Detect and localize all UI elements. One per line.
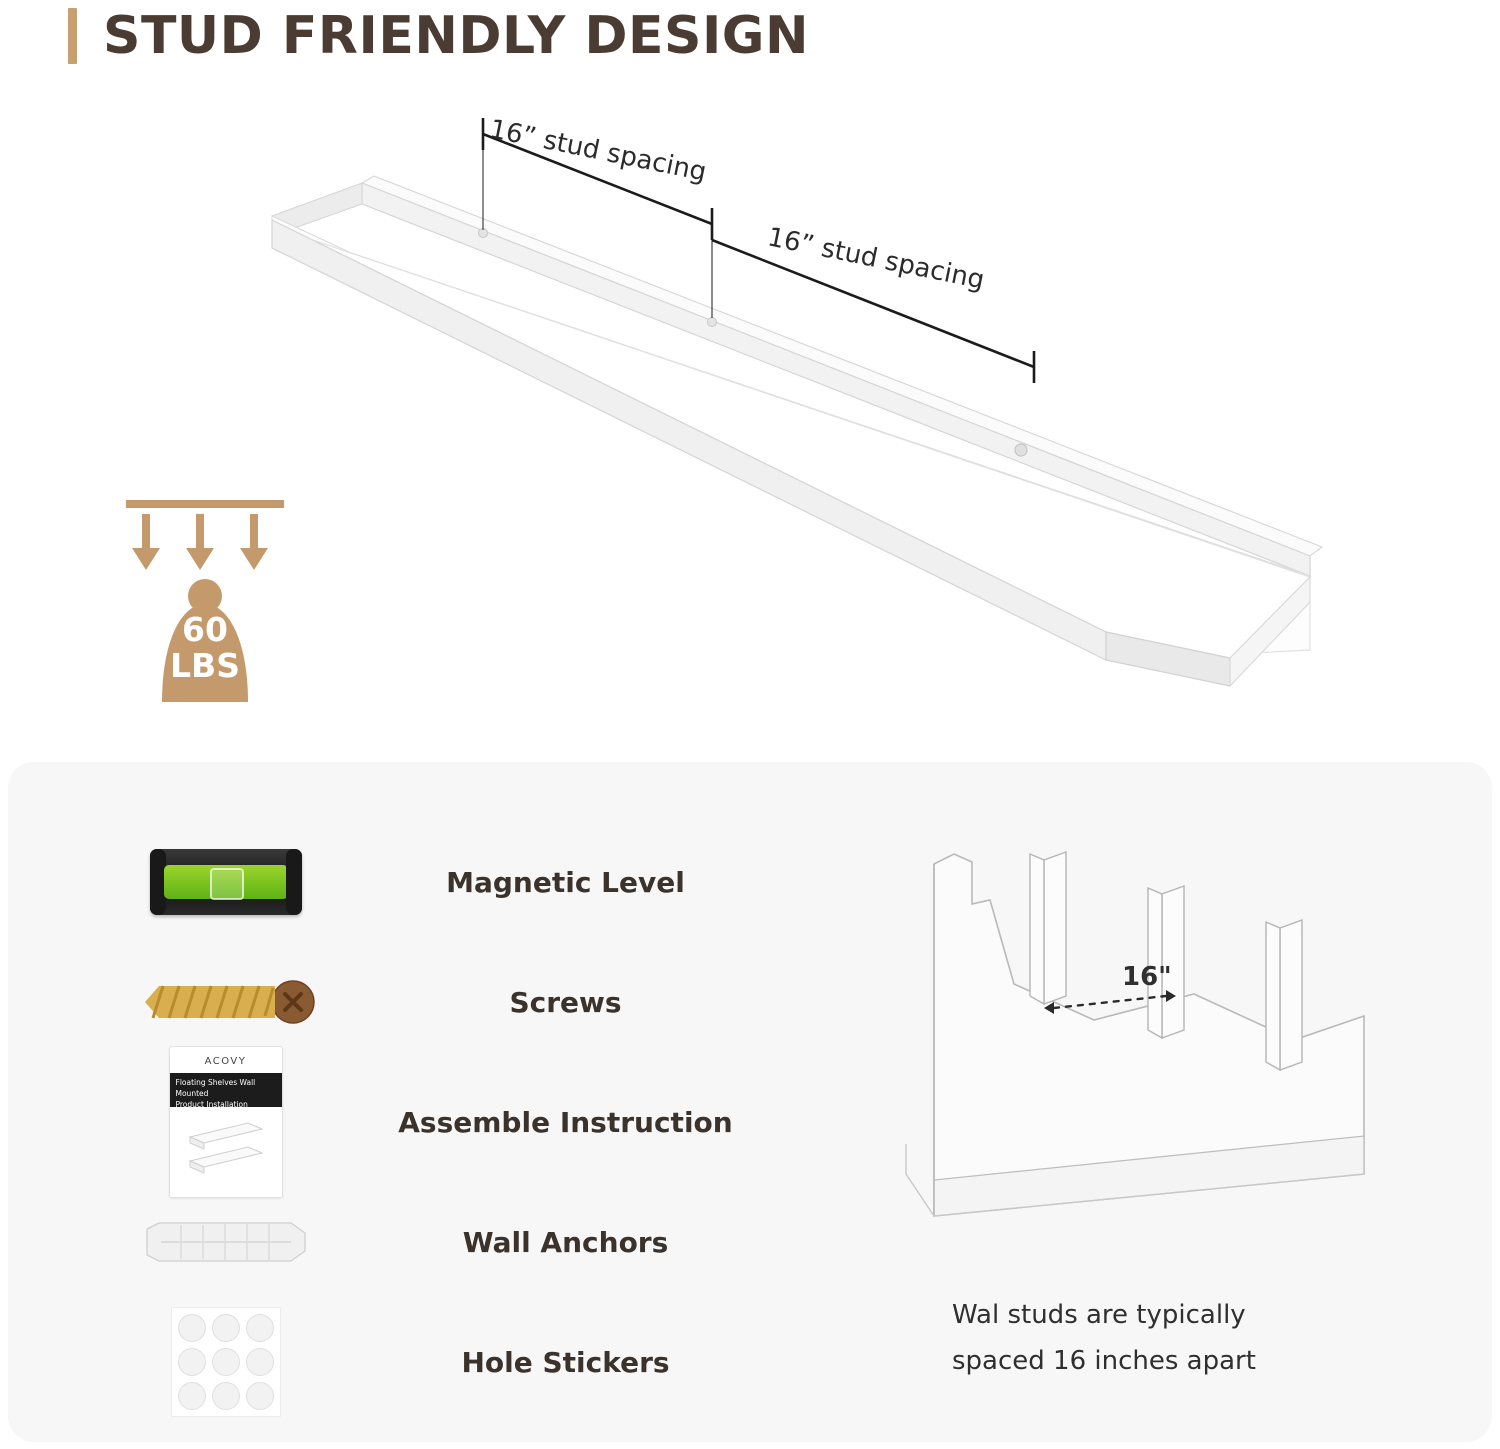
weight-value: 60 — [182, 610, 228, 649]
package-contents-card — [8, 762, 1492, 1442]
list-item-label: Assemble Instruction — [398, 1105, 733, 1139]
list-item-label: Screws — [509, 985, 622, 1019]
weight-capacity-badge — [120, 500, 290, 715]
page-title: STUD FRIENDLY DESIGN — [103, 6, 810, 66]
package-contents-list — [133, 822, 873, 1422]
list-item — [133, 1302, 873, 1422]
weight-icon — [120, 500, 290, 715]
caption-line-2: spaced 16 inches apart — [952, 1346, 1256, 1376]
list-item-label: Magnetic Level — [446, 865, 685, 899]
list-item — [133, 822, 873, 942]
stud-spacing-label-1: 16” stud spacing — [487, 114, 709, 188]
stud-spacing-label-2: 16” stud spacing — [765, 222, 987, 296]
list-item — [133, 1056, 873, 1182]
caption-line-1: Wal studs are typically — [952, 1300, 1246, 1330]
wall-anchor-icon — [133, 1182, 318, 1302]
weight-unit: LBS — [170, 646, 240, 685]
instruction-manual-icon — [133, 1056, 318, 1182]
wall-stud-diagram — [894, 844, 1414, 1284]
page-header — [68, 6, 809, 66]
shelf-illustration — [0, 90, 1500, 755]
list-item-label: Hole Stickers — [461, 1345, 670, 1379]
manual-subtitle: Floating Shelves Wall Mounted Product Installation Guides — [170, 1073, 282, 1107]
list-item — [133, 1182, 873, 1302]
wall-diagram-caption — [952, 1292, 1372, 1384]
header-accent-bar — [68, 8, 77, 64]
screw-icon — [133, 942, 318, 1062]
manual-brand: ACOVY — [204, 1056, 247, 1067]
bubble-level-icon — [133, 822, 318, 942]
list-item — [133, 942, 873, 1062]
hole-sticker-icon — [133, 1302, 318, 1422]
list-item-label: Wall Anchors — [462, 1225, 669, 1259]
stud-spacing-measurement: 16" — [1122, 962, 1172, 992]
